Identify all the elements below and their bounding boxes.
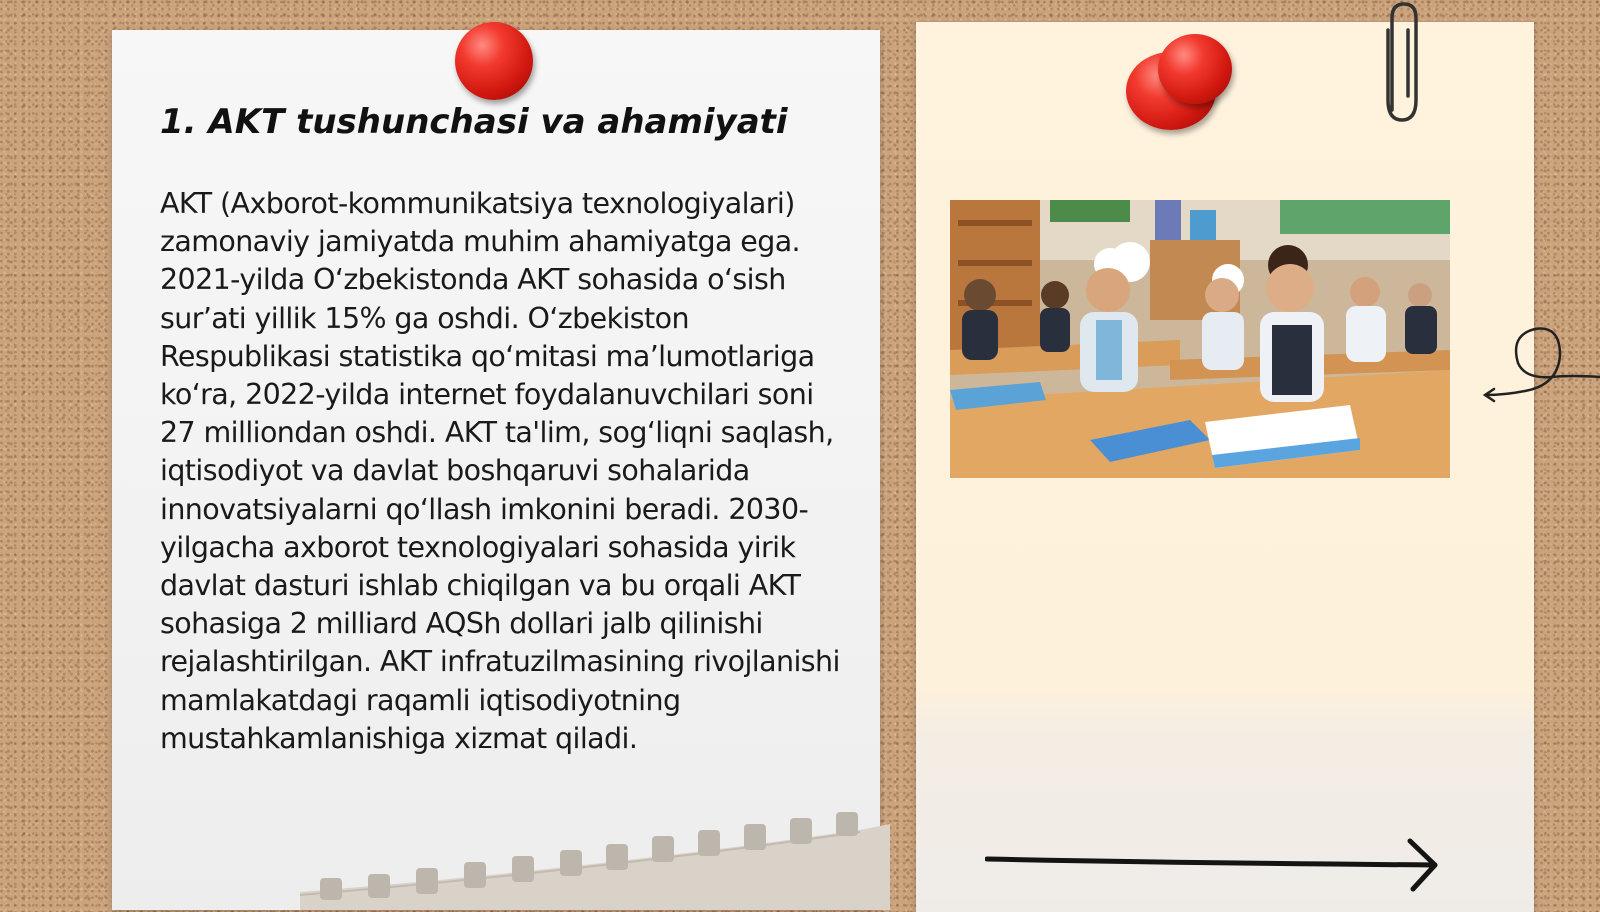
push-pin-icon (455, 22, 533, 100)
slide-title: 1. AKT tushunchasi va ahamiyati (160, 102, 788, 142)
slide-body-text: AKT (Axborot-kommunikatsiya texnologiyalari) zamonaviy jamiyatda muhim ahamiyatga ega. 2021-yilda O‘zbekistonda AKT sohasida o‘sish sur’ati yillik 15% ga oshdi. O‘zbekiston Respublikasi statistika qo‘mitasi ma’lumotlariga ko‘ra, 2022-yilda internet foydalanuvchilari soni 27 milliondan oshdi. AKT ta'lim, sog‘liqni saqlash, iqtisodiyot va davlat boshqaruvi sohalarida innovatsiyalarni qo‘llash imkonini beradi. 2030-yilgacha axborot texnologiyalari sohasida yirik davlat dasturi ishlab chiqilgan va bu orqali AKT sohasiga 2 milliard AQSh dollari jalb qilinishi rejalashtirilgan. AKT infratuzilmasining rivojlanishi mamlakatdagi raqamli iqtisodiyotning mustahkamlanishiga xizmat qiladi. (160, 187, 840, 755)
right-arrow-icon (985, 835, 1445, 895)
push-pin-icon (1158, 34, 1232, 104)
paperclip-icon (1380, 0, 1420, 125)
curly-arrow-icon (1480, 315, 1600, 410)
classroom-photo (950, 200, 1450, 478)
left-paper-note (112, 30, 880, 910)
